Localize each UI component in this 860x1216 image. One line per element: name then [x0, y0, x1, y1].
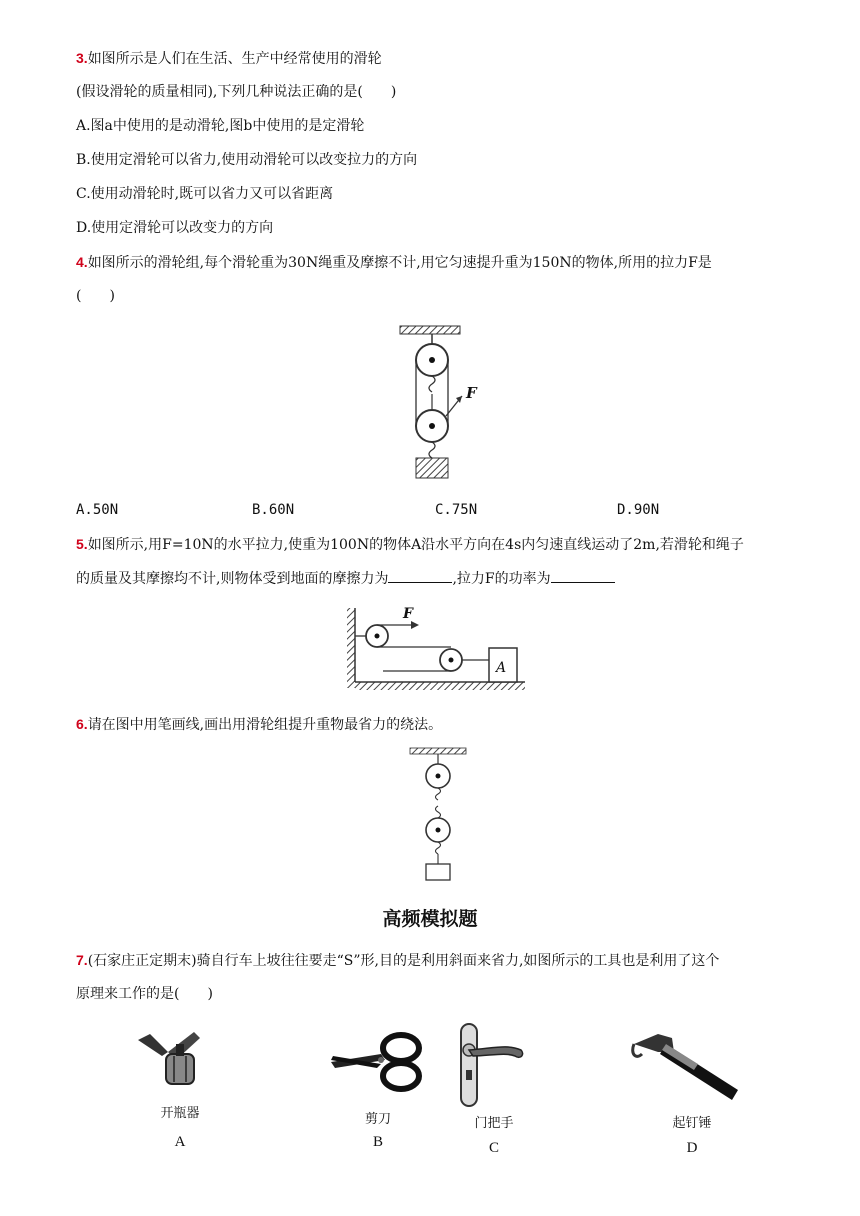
q4-option-d: D.90N [617, 502, 660, 518]
q3-text-1: 如图所示是人们在生活、生产中经常使用的滑轮 [87, 51, 382, 67]
q5-pulley-figure [343, 600, 533, 695]
tool-d-letter: D [686, 1140, 698, 1156]
tool-b-label: 剪刀 [364, 1112, 391, 1127]
q5-blank-power[interactable] [551, 568, 615, 583]
q4-pulley-figure [388, 318, 498, 488]
door-handle-icon [455, 1020, 535, 1110]
q3-option-b: B.使用定滑轮可以省力,使用动滑轮可以改变拉力的方向 [76, 152, 418, 168]
section-title: 高频模拟题 [382, 908, 478, 930]
q7-line1 [76, 950, 719, 971]
q5-text-2b: ,拉力F的功率为 [452, 571, 551, 587]
q3-option-a: A.图a中使用的是动滑轮,图b中使用的是定滑轮 [76, 118, 365, 134]
q3-option-c: C.使用动滑轮时,既可以省力又可以省距离 [76, 186, 334, 202]
q6-line1 [76, 714, 442, 735]
q4-number: 4. [76, 254, 88, 270]
tool-c-label: 门把手 [474, 1116, 514, 1131]
tool-b-letter: B [372, 1134, 383, 1150]
q4-option-c: C.75N [435, 502, 478, 518]
q7-number: 7. [76, 952, 88, 968]
scissors-icon [325, 1028, 425, 1098]
q4-text-1: 如图所示的滑轮组,每个滑轮重为30N绳重及摩擦不计,用它匀速提升重为150N的物体,所用的拉力F是 [87, 255, 712, 271]
q6-pulley-figure [400, 744, 476, 888]
q6-number: 6. [76, 716, 88, 732]
q4-option-a: A.50N [76, 502, 119, 518]
q4-option-b: B.60N [252, 502, 295, 518]
q3-option-d: D.使用定滑轮可以改变力的方向 [76, 220, 274, 236]
claw-hammer-icon [628, 1024, 748, 1108]
q4-line2: ( ) [76, 288, 115, 304]
q5-number: 5. [76, 536, 88, 552]
tool-a-letter: A [174, 1134, 186, 1150]
tool-d-label: 起钉锤 [672, 1116, 712, 1131]
q5-blank-friction[interactable] [388, 568, 452, 583]
q5-block-label: A [496, 660, 507, 676]
q4-force-label: F [466, 384, 477, 402]
q3-number: 3. [76, 50, 88, 66]
q7-text-1: (石家庄正定期末)骑自行车上坡往往要走“S”形,目的是利用斜面来省力,如图所示的工具也是利用了这个 [87, 953, 720, 969]
q5-line2 [76, 568, 615, 589]
q5-text-1: 如图所示,用F=10N的水平拉力,使重为100N的物体A沿水平方向在4s内匀速直线运动了2m,若滑轮和绳子 [87, 537, 744, 553]
corkscrew-icon [128, 1026, 228, 1096]
q5-text-2a: 的质量及其摩擦均不计,则物体受到地面的摩擦力为 [76, 571, 389, 587]
q4-line1 [76, 252, 712, 273]
q3-line2: (假设滑轮的质量相同),下列几种说法正确的是( ) [76, 84, 397, 100]
q6-text-1: 请在图中用笔画线,画出用滑轮组提升重物最省力的绕法。 [87, 717, 443, 733]
q3-line1 [76, 48, 382, 69]
tool-a-label: 开瓶器 [160, 1106, 200, 1121]
tool-c-letter: C [488, 1140, 499, 1156]
q5-line1 [76, 534, 744, 555]
q5-force-label: F [403, 606, 413, 622]
q7-line2: 原理来工作的是( ) [76, 986, 213, 1002]
